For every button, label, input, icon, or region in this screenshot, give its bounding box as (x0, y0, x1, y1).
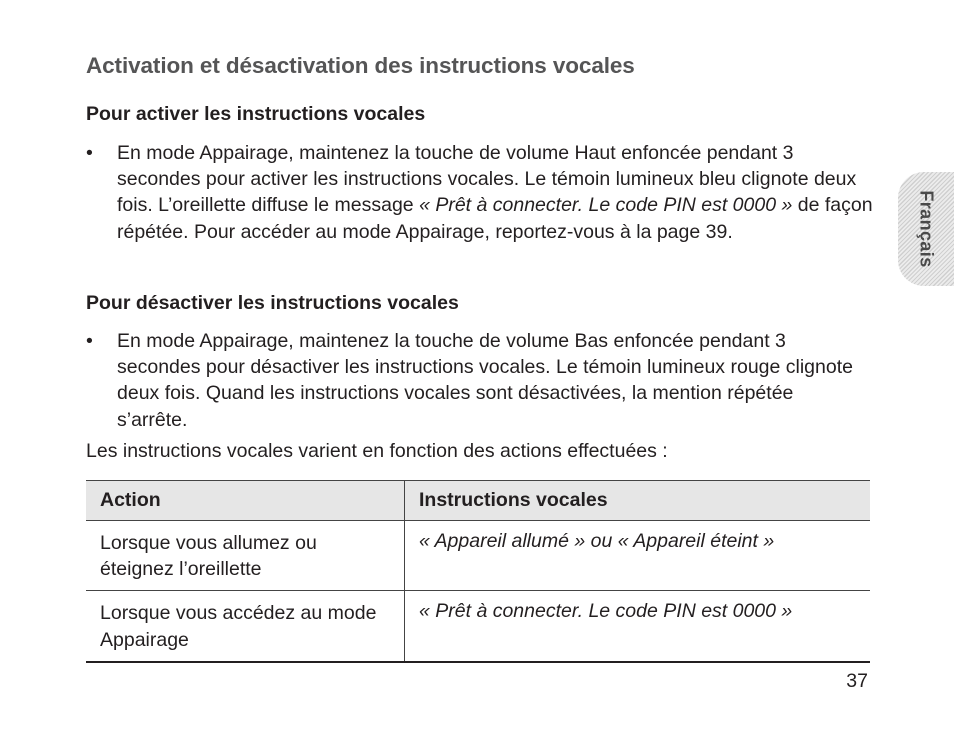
language-tab-label: Français (916, 190, 937, 268)
section-heading-deactivate: Pour désactiver les instructions vocales (86, 292, 459, 314)
language-side-tab (898, 172, 954, 286)
voice-instructions-table (86, 480, 870, 663)
quoted-message: « Prêt à connecter. Le code PIN est 0000 » (419, 194, 793, 217)
table-cell-instruction: « Prêt à connecter. Le code PIN est 0000 » (405, 591, 871, 662)
bullet-marker: • (86, 330, 93, 352)
table-cell-action: Lorsque vous accédez au mode Appairage (86, 591, 405, 662)
table-intro: Les instructions vocales varient en fonction des actions effectuées : (86, 440, 668, 462)
bullet-activate (86, 140, 876, 245)
page-number: 37 (846, 670, 868, 692)
bullet-marker: • (86, 142, 93, 164)
page-title: Activation et désactivation des instructions vocales (86, 53, 635, 78)
table-cell-instruction: « Appareil allumé » ou « Appareil éteint » (405, 521, 871, 591)
section-heading-activate: Pour activer les instructions vocales (86, 103, 426, 125)
bullet-text-activate (117, 140, 876, 245)
table-header-row (86, 481, 870, 521)
column-header-instructions: Instructions vocales (405, 481, 871, 521)
table-cell-action: Lorsque vous allumez ou éteignez l’oreillette (86, 521, 405, 591)
bullet-deactivate (86, 328, 861, 433)
bullet-text-part: de façon répétée. Pour accéder au mode Appairage, reportez-vous à la page 39. (117, 194, 873, 243)
table-row (86, 521, 870, 591)
table-row (86, 591, 870, 662)
column-header-action: Action (86, 481, 405, 521)
bullet-text-deactivate: En mode Appairage, maintenez la touche de volume Bas enfoncée pendant 3 secondes pour désactiver les instructions vocales. Le témoin lumineux rouge clignote deux fois. Quand les instructions vocales sont désactivées, la mention répétée s’arrête. (117, 330, 853, 431)
bullet-text-part: En mode Appairage, maintenez la touche de volume Haut enfoncée pendant 3 secondes pour activer les instructions vocales. Le témoin lumineux bleu clignote deux fois. L’oreillette diffuse le message (117, 142, 857, 217)
